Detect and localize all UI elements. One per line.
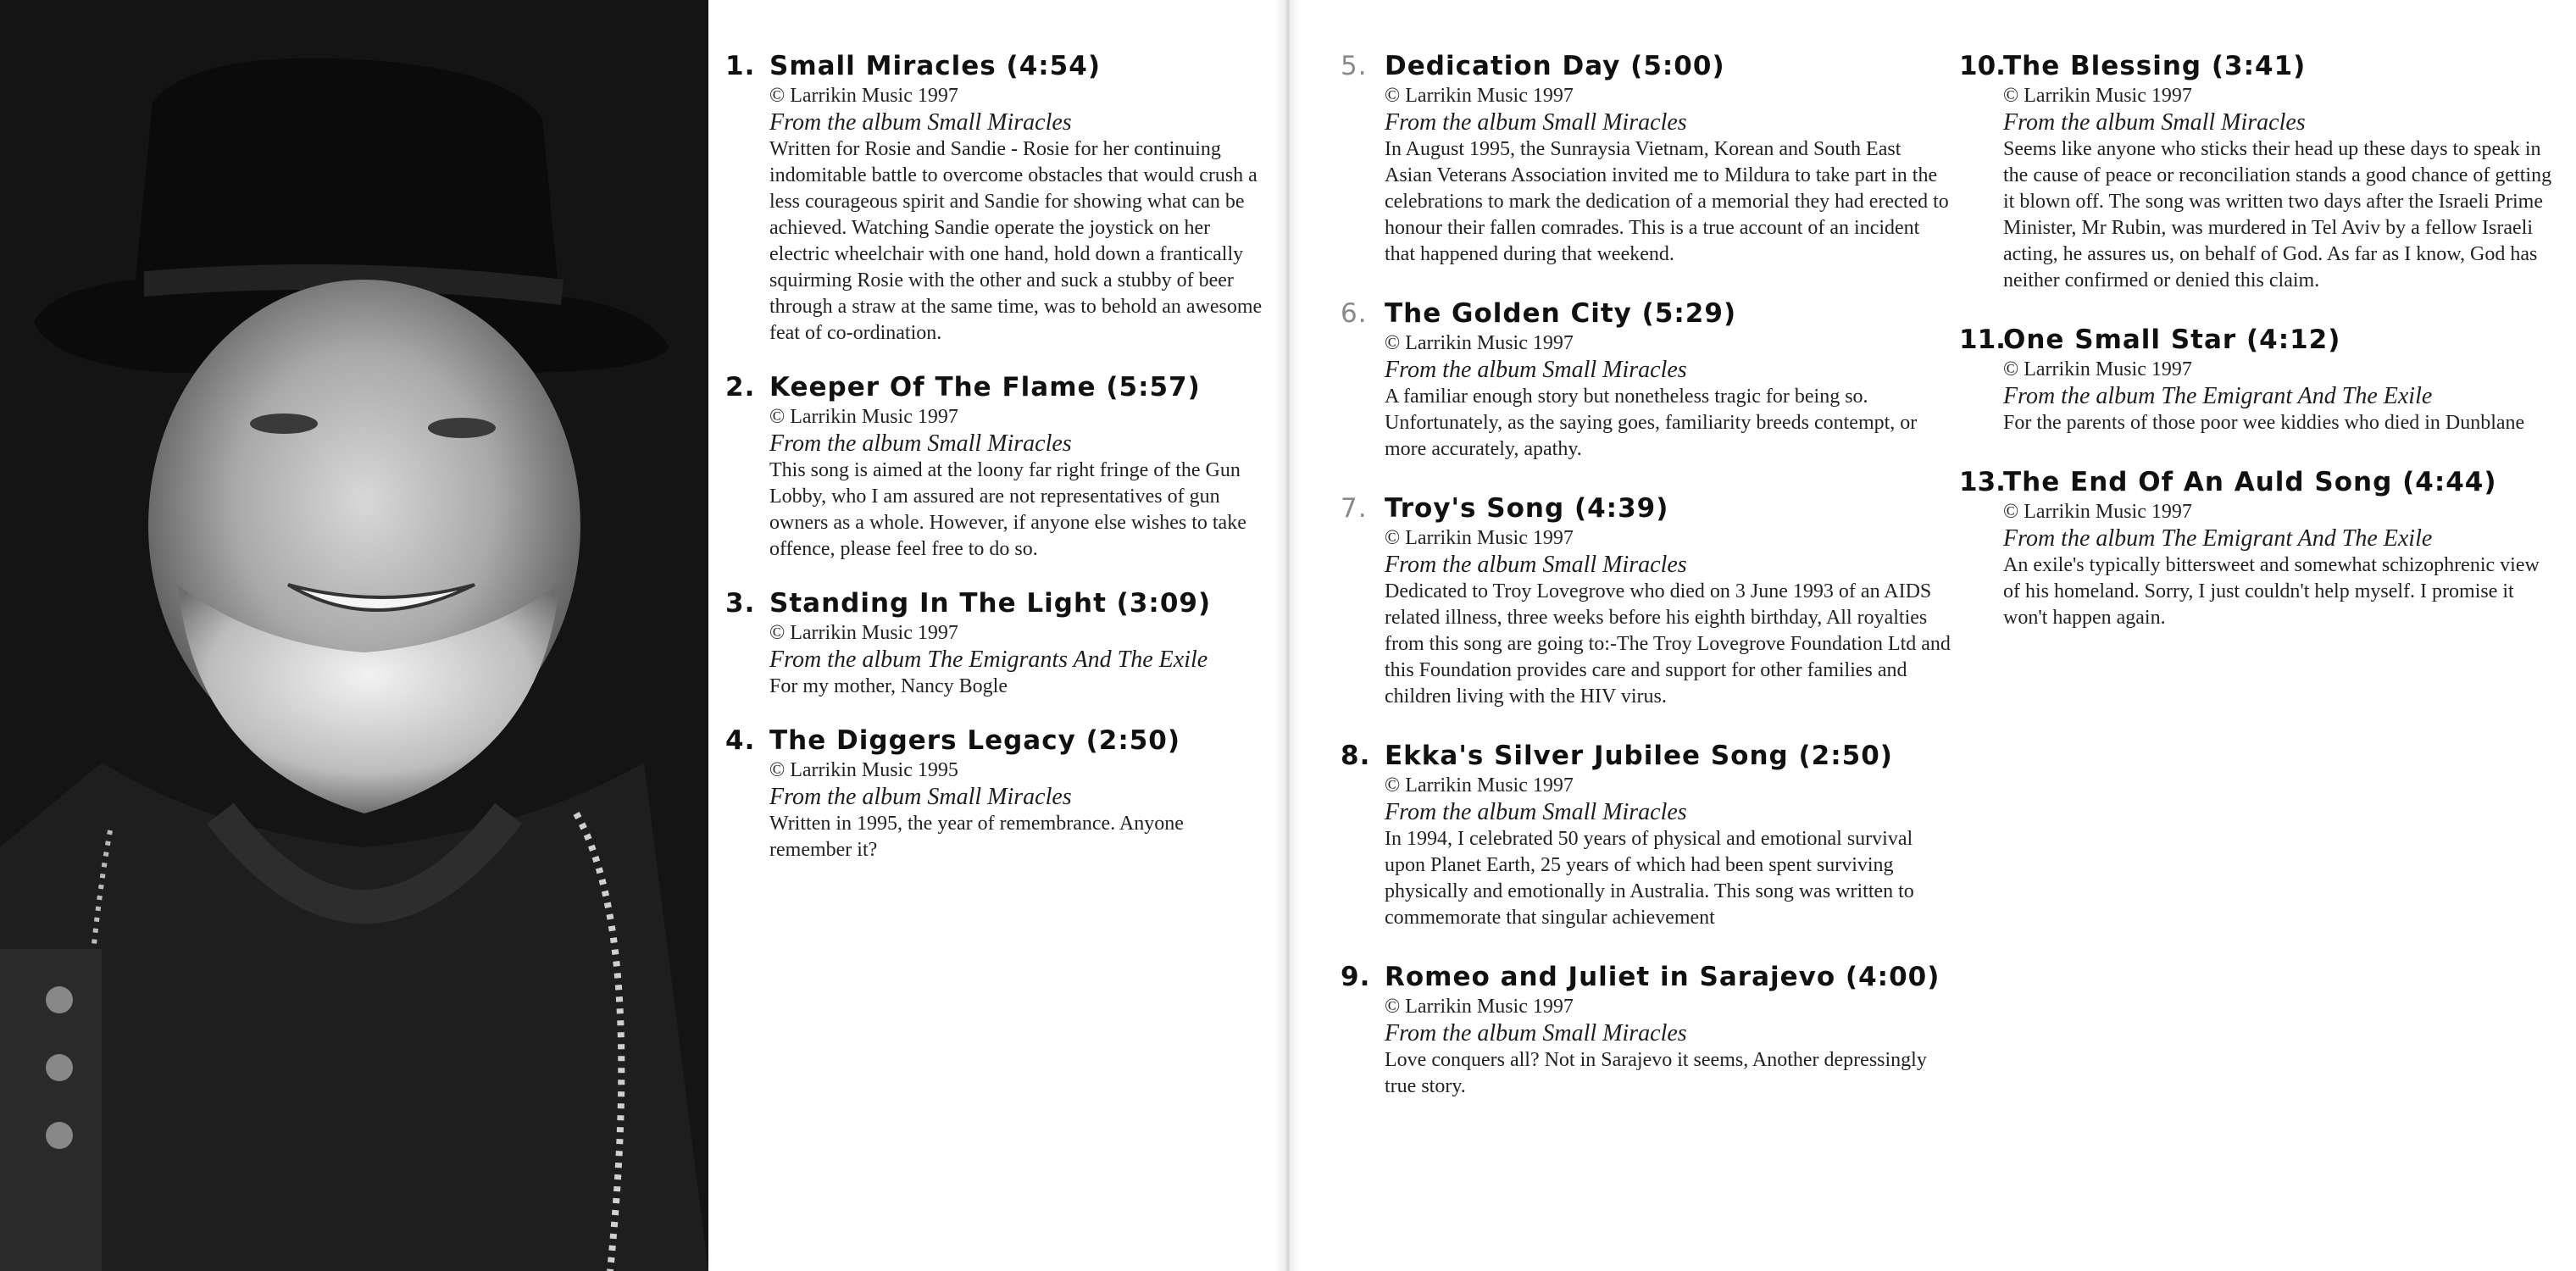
track-copyright: © Larrikin Music 1997 bbox=[769, 622, 958, 644]
track-copyright: © Larrikin Music 1997 bbox=[1385, 527, 1574, 549]
page-spine bbox=[1275, 0, 1301, 1271]
track-copyright: © Larrikin Music 1997 bbox=[769, 406, 958, 428]
track-title: Small Miracles (4:54) bbox=[769, 51, 1101, 81]
track-album: From the album Small Miracles bbox=[1385, 357, 1687, 383]
track-entry bbox=[725, 370, 1268, 563]
track-album: From the album Small Miracles bbox=[1385, 1020, 1687, 1046]
track-column-3 bbox=[1959, 49, 2561, 631]
track-copyright: © Larrikin Music 1997 bbox=[2003, 85, 2192, 107]
track-album: From the album The Emigrant And The Exile bbox=[2003, 525, 2433, 552]
track-note: In August 1995, the Sunraysia Vietnam, Korean and South East Asian Veterans Association invited me to Mildura to take part in the celebrations to mark the dedication of a memorial they had erected to honour their fallen comrades. This is a true account of an incident that happened during that weekend. bbox=[1385, 138, 1949, 265]
track-entry bbox=[1341, 491, 1951, 710]
track-entry bbox=[1959, 323, 2561, 436]
track-title: The Blessing (3:41) bbox=[2003, 51, 2307, 81]
track-entry bbox=[1959, 49, 2561, 294]
track-title: Ekka's Silver Jubilee Song (2:50) bbox=[1385, 741, 1893, 771]
track-title: Keeper Of The Flame (5:57) bbox=[769, 372, 1201, 402]
track-title: One Small Star (4:12) bbox=[2003, 325, 2341, 355]
artist-photo bbox=[0, 0, 708, 1271]
track-title: The Diggers Legacy (2:50) bbox=[769, 725, 1181, 756]
track-title: Dedication Day (5:00) bbox=[1385, 51, 1725, 81]
track-copyright: © Larrikin Music 1997 bbox=[1385, 85, 1574, 107]
track-title: The End Of An Auld Song (4:44) bbox=[2003, 467, 2497, 497]
track-column-2 bbox=[1341, 49, 1951, 1100]
track-note: Love conquers all? Not in Sarajevo it seems, Another depressingly true story. bbox=[1385, 1049, 1927, 1097]
track-number: 8. bbox=[1341, 741, 1371, 771]
track-entry bbox=[1341, 739, 1951, 931]
track-note: Dedicated to Troy Lovegrove who died on 3 June 1993 of an AIDS related illness, three weeks before his eighth birthday, All royalties from this song are going to:-The Troy Lovegrove Foundation Ltd and this Foundation provides care and support for other families and children living with the HIV virus. bbox=[1385, 580, 1951, 708]
track-album: From the album The Emigrant And The Exile bbox=[2003, 383, 2433, 409]
track-album: From the album The Emigrants And The Exile bbox=[769, 647, 1208, 673]
track-note: An exile's typically bittersweet and somewhat schizophrenic view of his homeland. Sorry, I just couldn't help myself. I promise it won't happen again. bbox=[2003, 554, 2540, 629]
track-number: 13. bbox=[1959, 467, 2006, 497]
track-album: From the album Small Miracles bbox=[1385, 109, 1687, 136]
track-copyright: © Larrikin Music 1997 bbox=[2003, 501, 2192, 523]
track-column-1 bbox=[725, 49, 1268, 863]
track-copyright: © Larrikin Music 1997 bbox=[769, 85, 958, 107]
track-title: The Golden City (5:29) bbox=[1385, 298, 1737, 329]
track-note: For the parents of those poor wee kiddies who died in Dunblane bbox=[2003, 412, 2525, 434]
track-entry bbox=[725, 724, 1268, 863]
track-title: Romeo and Juliet in Sarajevo (4:00) bbox=[1385, 962, 1940, 992]
track-copyright: © Larrikin Music 1997 bbox=[1385, 996, 1574, 1018]
track-album: From the album Small Miracles bbox=[2003, 109, 2306, 136]
track-number: 4. bbox=[725, 725, 756, 756]
track-note: Written for Rosie and Sandie - Rosie for her continuing indomitable battle to overcome obstacles that would crush a less courageous spirit and Sandie for showing what can be achieved. Watching Sandie operate the joystick on her electric wheelchair with one hand, hold down a frantically squirming Rosie with the other and suck a stubby of beer through a straw at the same time, was to behold an awesome feat of co-ordination. bbox=[769, 138, 1263, 344]
track-note: This song is aimed at the loony far right fringe of the Gun Lobby, who I am assured are not representatives of gun owners as a whole. However, if anyone else wishes to take offence, please feel free to do so. bbox=[769, 459, 1246, 560]
track-number: 7. bbox=[1341, 493, 1368, 524]
track-title: Troy's Song (4:39) bbox=[1385, 493, 1669, 524]
track-entry bbox=[1959, 465, 2561, 631]
track-copyright: © Larrikin Music 1997 bbox=[1385, 774, 1574, 796]
track-note: Written in 1995, the year of remembrance. Anyone remember it? bbox=[769, 813, 1184, 861]
track-number: 10. bbox=[1959, 51, 2006, 81]
track-number: 2. bbox=[725, 372, 756, 402]
track-note: For my mother, Nancy Bogle bbox=[769, 675, 1008, 697]
track-album: From the album Small Miracles bbox=[1385, 799, 1687, 825]
track-copyright: © Larrikin Music 1995 bbox=[769, 759, 958, 781]
track-number: 3. bbox=[725, 588, 756, 619]
track-note: A familiar enough story but nonetheless tragic for being so. Unfortunately, as the saying goes, familiarity breeds contempt, or more accurately, apathy. bbox=[1385, 386, 1918, 460]
track-entry bbox=[725, 49, 1268, 347]
track-album: From the album Small Miracles bbox=[769, 784, 1072, 810]
track-number: 6. bbox=[1341, 298, 1368, 329]
track-entry bbox=[1341, 297, 1951, 463]
track-album: From the album Small Miracles bbox=[769, 109, 1072, 136]
track-title: Standing In The Light (3:09) bbox=[769, 588, 1212, 619]
track-number: 1. bbox=[725, 51, 756, 81]
track-entry bbox=[725, 586, 1268, 700]
track-copyright: © Larrikin Music 1997 bbox=[2003, 358, 2192, 380]
track-note: Seems like anyone who sticks their head up these days to speak in the cause of peace or reconciliation stands a good chance of getting it blown off. The song was written two days after the Israeli Prime Minister, Mr Rubin, was murdered in Tel Aviv by a fellow Israeli acting, he assures us, on behalf of God. As far as I know, God has neither confirmed or denied this claim. bbox=[2003, 138, 2552, 291]
track-note: In 1994, I celebrated 50 years of physical and emotional survival upon Planet Earth, 25 years of which had been spent surviving physically and emotionally in Australia. This song was written to commemorate that singular achievement bbox=[1385, 828, 1914, 929]
track-album: From the album Small Miracles bbox=[1385, 552, 1687, 578]
track-entry bbox=[1341, 960, 1951, 1100]
track-number: 5. bbox=[1341, 51, 1368, 81]
track-album: From the album Small Miracles bbox=[769, 430, 1072, 457]
track-number: 11. bbox=[1959, 325, 2006, 355]
track-entry bbox=[1341, 49, 1951, 268]
track-copyright: © Larrikin Music 1997 bbox=[1385, 332, 1574, 354]
track-number: 9. bbox=[1341, 962, 1371, 992]
